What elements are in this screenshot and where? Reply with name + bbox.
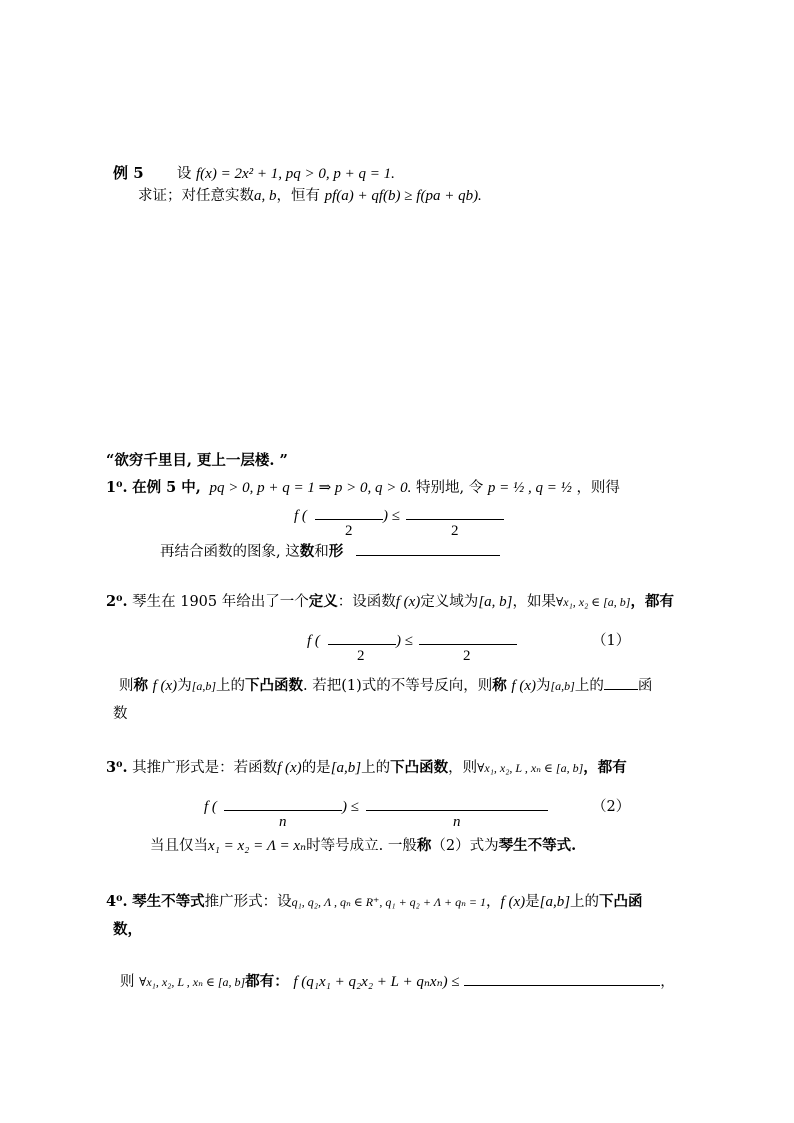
item2-ineq-close: ) ≤: [396, 633, 413, 649]
item2-frac-line-2: [419, 644, 517, 645]
item2-num: 2⁰.: [106, 593, 128, 610]
item3-text4: ，则: [448, 760, 478, 776]
item1-then: ，则得: [576, 480, 620, 496]
item1-follow-line: [160, 541, 500, 562]
item4-then: 则: [120, 974, 135, 990]
item2-frac-line-1: [328, 644, 396, 645]
item4-line2: [113, 920, 142, 940]
item1-lead: 在例 5 中,: [132, 479, 201, 496]
given-math: f(x) = 2x² + 1, pq > 0, p + q = 1.: [196, 166, 395, 182]
given-prefix: 设: [176, 166, 192, 182]
quote: “欲穷千里目, 更上一层楼. ”: [106, 452, 288, 469]
item3-line: [106, 758, 627, 778]
item1-den-1: 2: [345, 523, 353, 539]
item3-num: 3⁰.: [106, 759, 128, 776]
item4-dom: [a,b]: [539, 894, 571, 910]
item1-inequality: [294, 508, 514, 542]
item2-wei2: 为: [535, 678, 551, 694]
item3-inequality: [204, 799, 554, 833]
item3-convex: 下凸函数: [390, 759, 449, 776]
item2-fx3: f (x): [511, 678, 536, 694]
item4-blank[interactable]: [464, 971, 660, 986]
item2-mid: . 若把(1)式的不等号反向，则: [303, 678, 493, 694]
item2-ineq-left: f (: [307, 633, 320, 649]
item3-frac-line-2: [366, 810, 548, 811]
item2-on: 上的: [216, 678, 246, 694]
item2-fx: f (x): [395, 594, 421, 610]
item2-on2: 上的: [574, 678, 604, 694]
prove-math: pf(a) + qf(b) ≥ f(pa + qb).: [324, 188, 482, 204]
item3-den-2: n: [453, 814, 461, 830]
item2-then: 则: [119, 678, 134, 694]
item1-he: 和: [314, 544, 329, 560]
item2-text3: 定义域为: [420, 594, 479, 610]
item3-text2: 的是: [301, 760, 331, 776]
item3-dom: [a,b]: [330, 760, 362, 776]
item1-special: 特别地, 令: [416, 480, 484, 496]
item1-frac-line-2: [406, 519, 504, 520]
item3-cond-pre: 当且仅当: [150, 838, 208, 854]
item2-convex: 下凸函数: [245, 677, 304, 694]
item1-den-2: 2: [451, 523, 459, 539]
item2-tail2: 数: [113, 706, 128, 722]
item4-vars: q₁, q₂, Λ , qₙ ∈ R⁺, q₁ + q₂ + Λ + qₙ = 1: [291, 895, 487, 909]
item3-name: 琴生不等式.: [498, 837, 577, 854]
item1-ineq-close: ) ≤: [383, 508, 400, 524]
example-line: [113, 163, 395, 184]
item3-ineq-left: f (: [204, 799, 217, 815]
item4-num: 4⁰.: [106, 893, 128, 910]
item4-ineq: f (q₁x₁ + q₂x₂ + L + qₙxₙ) ≤: [293, 974, 460, 990]
item4-fx: f (x): [500, 894, 526, 910]
item2-text1: 琴生在 1905 年给出了一个: [132, 594, 309, 610]
item3-ineq-close: ) ≤: [342, 799, 359, 815]
item2-wei: 为: [177, 678, 192, 694]
item4-convex2: 数: [113, 921, 128, 938]
item1-line: [106, 478, 620, 498]
item1-num: 1⁰.: [106, 479, 128, 496]
item4-forall: ∀x₁, x₂, L , xₙ ∈ [a, b]: [139, 975, 246, 989]
item3-condition: [150, 836, 576, 856]
item3-frac-line-1: [224, 810, 342, 811]
item1-follow: 再结合函数的图象, 这: [160, 544, 300, 560]
prove-line: [138, 186, 482, 206]
prove-mid: ，恒有: [276, 188, 320, 204]
item3-cheng: 称: [416, 837, 432, 854]
item2-forall: ∀x₁, x₂ ∈ [a, b]: [556, 595, 631, 609]
item3-cond-tail: （2）式为: [431, 838, 499, 854]
item4-all-have: 都有：: [245, 973, 289, 990]
item4-end: ，: [660, 974, 675, 990]
prove-prefix: 求证；对任意实数: [138, 188, 254, 204]
item1-cond: pq > 0, p + q = 1 ⇒ p > 0, q > 0.: [209, 480, 412, 496]
item3-cond-math: x₁ = x₂ = Λ = xₙ: [208, 838, 307, 854]
item4-line: [106, 892, 643, 912]
item4-text2: ，: [486, 894, 501, 910]
item2-all-have: ，都有: [630, 593, 674, 610]
example-label: 例 5: [113, 164, 144, 182]
item3-forall: ∀x₁, x₂, L , xₙ ∈ [a, b]: [477, 761, 584, 775]
prove-vars: a, b: [254, 188, 277, 204]
item2-den-2: 2: [463, 648, 471, 664]
item2-tail: 函: [637, 678, 653, 694]
item4-title: 琴生不等式: [132, 893, 205, 910]
item2-def: 定义: [308, 593, 338, 610]
item2-text2: ：设函数: [337, 594, 396, 610]
item2-cheng: 称: [133, 677, 148, 694]
item3-cond-post: 时等号成立. 一般: [306, 838, 417, 854]
item1-xing: 形: [328, 543, 344, 560]
item3-fx: f (x): [277, 760, 302, 776]
item2-tag: （1）: [592, 633, 631, 649]
item4-text4: 上的: [570, 894, 600, 910]
item2-fx2: f (x): [152, 678, 178, 694]
item1-ineq-left: f (: [294, 508, 307, 524]
item4-text1: 推广形式：设: [204, 894, 292, 910]
item1-frac-line-1: [315, 519, 383, 520]
item4-comma: ，: [127, 921, 142, 938]
item2-dom2: [a,b]: [191, 679, 217, 693]
item1-blank[interactable]: [356, 541, 500, 556]
item3-den-1: n: [279, 814, 287, 830]
item2-dom: [a, b]: [478, 594, 513, 610]
item4-convex: 下凸函: [599, 893, 643, 910]
item3-all-have: ，都有: [583, 759, 627, 776]
item2-inequality: [307, 633, 527, 667]
item1-shu: 数: [299, 543, 315, 560]
item1-assign: p = ½ , q = ½: [487, 480, 572, 496]
item3-text3: 上的: [361, 760, 391, 776]
item4-text3: 是: [525, 894, 540, 910]
item2-line: [106, 592, 674, 612]
item2-dom3: [a,b]: [550, 679, 575, 693]
item2-cheng2: 称: [492, 677, 507, 694]
item3-text1: 其推广形式是：若函数: [132, 760, 278, 776]
item4-line3: [120, 971, 675, 992]
item2-den-1: 2: [357, 648, 365, 664]
item2-conclusion: [119, 675, 652, 696]
item2-blank[interactable]: [604, 675, 638, 690]
item3-tag: （2）: [592, 799, 631, 815]
item2-text4: ，如果: [512, 594, 556, 610]
